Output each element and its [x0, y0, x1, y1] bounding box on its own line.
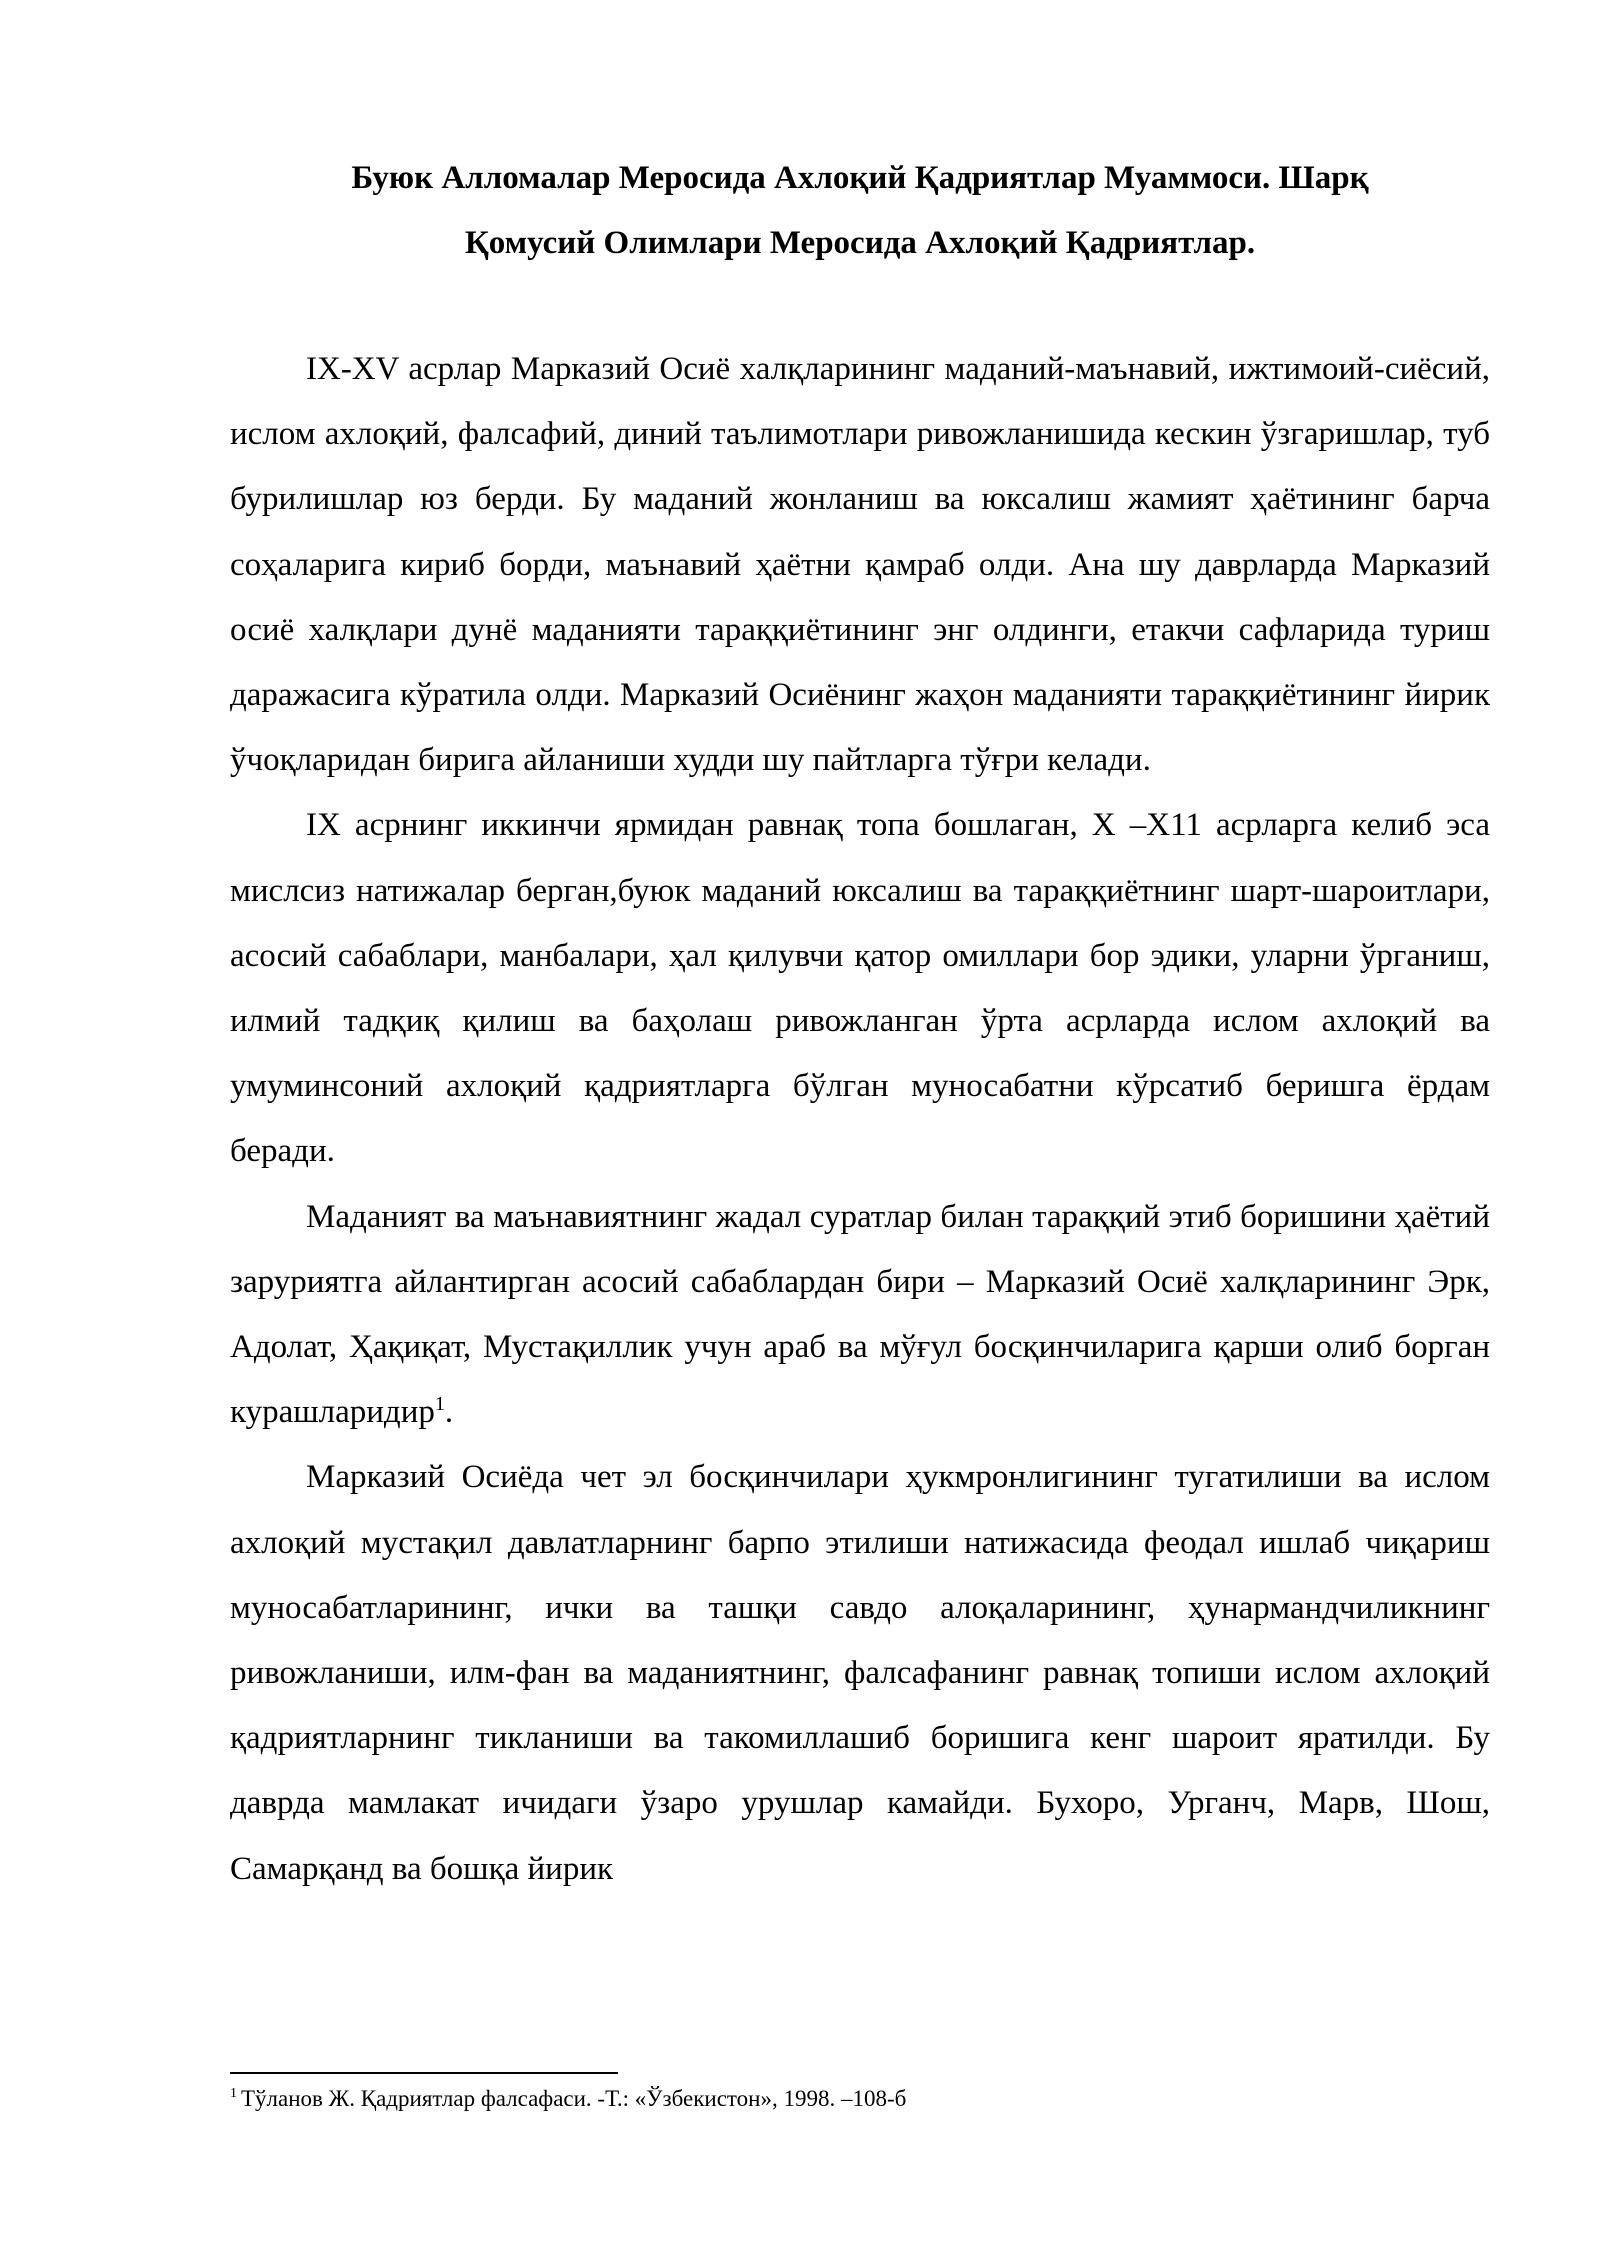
- title-line-1: Буюк Алломалар Меросида Ахлоқий Қадриятлар Муаммоси. Шарқ: [351, 160, 1369, 196]
- footnote-text: Тўланов Ж. Қадриятлар фалсафаси. -Т.: «Ўзбекистон», 1998. –108-б: [241, 2086, 907, 2111]
- body-text: [230, 337, 1490, 1902]
- paragraph-4: Марказий Осиёда чет эл босқинчилари ҳукмронлигининг тугатилиши ва ислом ахлоқий мустақил давлатларнинг барпо этилиши натижасида феодал ишлаб чиқариш муносабатларининг, ички ва ташқи савдо алоқаларининг, ҳунармандчиликнинг ривожланиши, илм-фан ва маданиятнинг, фалсафанинг равнақ топиши ислом ахлоқий қадриятларнинг тикланиши ва такомиллашиб боришига кенг шароит яратилди. Бу даврда мамлакат ичидаги ўзаро урушлар камайди. Бухоро, Урганч, Марв, Шош, Самарқанд ва бошқа йирик: [230, 1459, 1490, 1887]
- paragraph-2: IX асрнинг иккинчи ярмидан равнақ топа бошлаган, X –X11 асрларга келиб эса мислсиз натижалар берган,буюк маданий юксалиш ва тараққиётнинг шарт-шароитлари, асосий сабаблари, манбалари, ҳал қилувчи қатор омиллари бор эдики, уларни ўрганиш, илмий тадқиқ қилиш ва баҳолаш ривожланган ўрта асрларда ислом ахлоқий ва умуминсоний ахлоқий қадриятларга бўлган муносабатни кўрсатиб беришга ёрдам беради.: [230, 807, 1490, 1170]
- footnote: [230, 2082, 1490, 2116]
- page-title: [230, 146, 1490, 276]
- paragraph-3: [230, 1185, 1490, 1446]
- paragraph-3-text: Маданият ва маънавиятнинг жадал суратлар билан тараққий этиб боришини ҳаётий заруриятга айлантирган асосий сабаблардан бири – Марказий Осиё халқларининг Эрк, Адолат, Ҳақиқат, Мустақиллик учун араб ва мўғул босқинчиларига қарши олиб борган курашларидир: [230, 1198, 1490, 1431]
- footnote-reference[interactable]: 1: [434, 1393, 445, 1416]
- paragraph-3-tail: .: [444, 1394, 454, 1431]
- paragraph-1: IX-XV асрлар Марказий Осиё халқларининг маданий-маънавий, ижтимоий-сиёсий, ислом ахлоқий, фалсафий, диний таълимотлари ривожланишида кескин ўзгаришлар, туб бурилишлар юз берди. Бу маданий жонланиш ва юксалиш жамият ҳаётининг барча соҳаларига кириб борди, маънавий ҳаётни қамраб олди. Ана шу даврларда Марказий осиё халқлари дунё маданияти тараққиётининг энг олдинги, етакчи сафларида туриш даражасига кўратила олди. Марказий Осиёнинг жаҳон маданияти тараққиётининг йирик ўчоқларидан бирига айланиши худди шу пайтларга тўғри келади.: [230, 351, 1490, 779]
- footnote-separator: [230, 2072, 618, 2074]
- footnote-mark: 1: [230, 2086, 237, 2102]
- title-line-2: Қомусий Олимлари Меросида Ахлоқий Қадриятлар.: [464, 225, 1256, 261]
